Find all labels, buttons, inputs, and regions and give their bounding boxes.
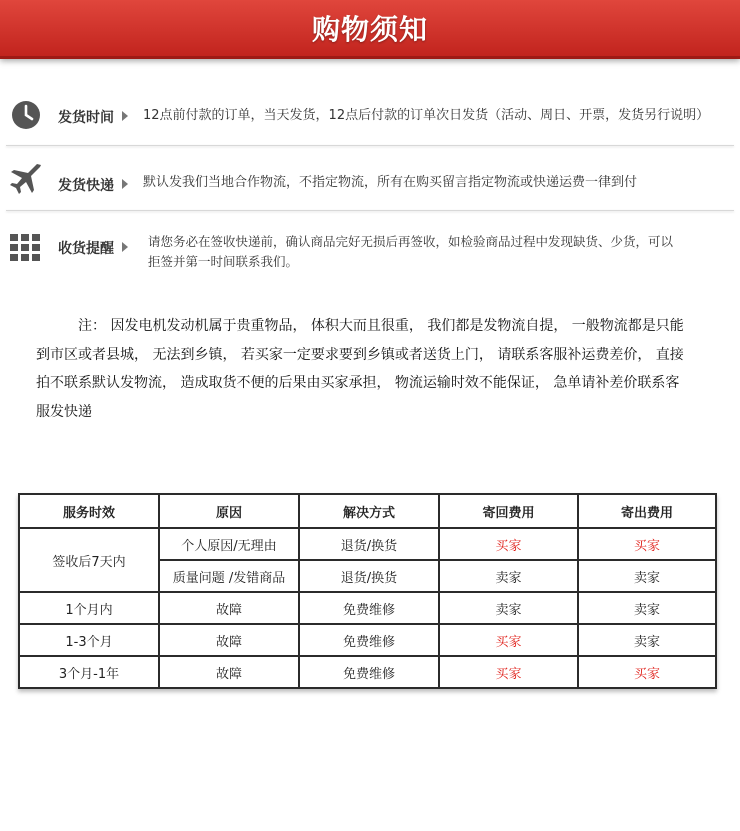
info-row-label: 收货提醒 [58, 241, 114, 257]
cell-send-fee: 买家 [578, 528, 716, 560]
chevron-right-icon [122, 179, 128, 189]
info-row-text-line2: 拒签并第一时间联系我们。 [148, 254, 299, 269]
cell-send-fee: 卖家 [578, 592, 716, 624]
chevron-right-icon [122, 242, 128, 252]
cell-period: 1-3个月 [19, 624, 159, 656]
header-solution: 解决方式 [299, 494, 439, 528]
cell-solution: 免费维修 [299, 656, 439, 688]
cell-reason: 质量问题 /发错商品 [159, 560, 299, 592]
info-row-text-line1: 请您务必在签收快递前，确认商品完好无损后再签收，如检验商品过程中发现缺货、少货，可以 [148, 234, 674, 249]
cell-return-fee: 卖家 [439, 560, 578, 592]
chevron-right-icon [122, 111, 128, 121]
airplane-icon [8, 162, 44, 200]
cell-reason: 故障 [159, 624, 299, 656]
header-reason: 原因 [159, 494, 299, 528]
cell-send-fee: 卖家 [578, 624, 716, 656]
page-title: 购物须知 [311, 13, 428, 46]
info-row-shipping-time [0, 96, 740, 136]
cell-reason: 故障 [159, 656, 299, 688]
header-return-fee: 寄回费用 [439, 494, 578, 528]
cell-return-fee: 买家 [439, 624, 578, 656]
shipping-note: 注： 因发电机发动机属于贵重物品， 体积大而且很重， 我们都是发物流自提， 一般物流都是只能到市区或者县城， 无法到乡镇， 若买家一定要求要到乡镇或者送货上门， 请联系客服补运费差价， 直接拍不联系默认发物流， 造成取货不便的后果由买家承担， 物流运输时效不能保证， 急单请补差价联系客服发快递 [36, 318, 684, 420]
cell-period: 1个月内 [19, 592, 159, 624]
table-row [19, 624, 716, 656]
cell-return-fee: 买家 [439, 528, 578, 560]
info-row-receipt-reminder [0, 228, 740, 274]
clock-icon [11, 100, 41, 134]
info-row-label: 发货快递 [58, 178, 114, 194]
info-row-text: 默认发我们当地合作物流，不指定物流，所有在购买留言指定物流或快递运费一律到付 [143, 175, 638, 190]
cell-solution: 免费维修 [299, 592, 439, 624]
cell-solution: 退货/换货 [299, 560, 439, 592]
table-row [19, 528, 716, 560]
cell-period: 3个月-1年 [19, 656, 159, 688]
divider [6, 145, 734, 146]
info-row-label: 发货时间 [58, 110, 114, 126]
info-row-courier [0, 162, 740, 202]
cell-send-fee: 卖家 [578, 560, 716, 592]
cell-send-fee: 买家 [578, 656, 716, 688]
info-row-text: 12点前付款的订单，当天发货，12点后付款的订单次日发货（活动、周日、开票，发货另行说明） [143, 108, 710, 123]
cell-reason: 故障 [159, 592, 299, 624]
cell-return-fee: 卖家 [439, 592, 578, 624]
grid-icon [10, 234, 40, 266]
table-header-row [19, 494, 716, 528]
header-period: 服务时效 [19, 494, 159, 528]
return-policy-table [18, 493, 717, 689]
cell-period: 签收后7天内 [19, 528, 159, 592]
table-row [19, 656, 716, 688]
header-send-fee: 寄出费用 [578, 494, 716, 528]
cell-reason: 个人原因/无理由 [159, 528, 299, 560]
header-banner [0, 0, 740, 59]
cell-solution: 免费维修 [299, 624, 439, 656]
table-row [19, 592, 716, 624]
cell-return-fee: 买家 [439, 656, 578, 688]
divider [6, 210, 734, 211]
cell-solution: 退货/换货 [299, 528, 439, 560]
